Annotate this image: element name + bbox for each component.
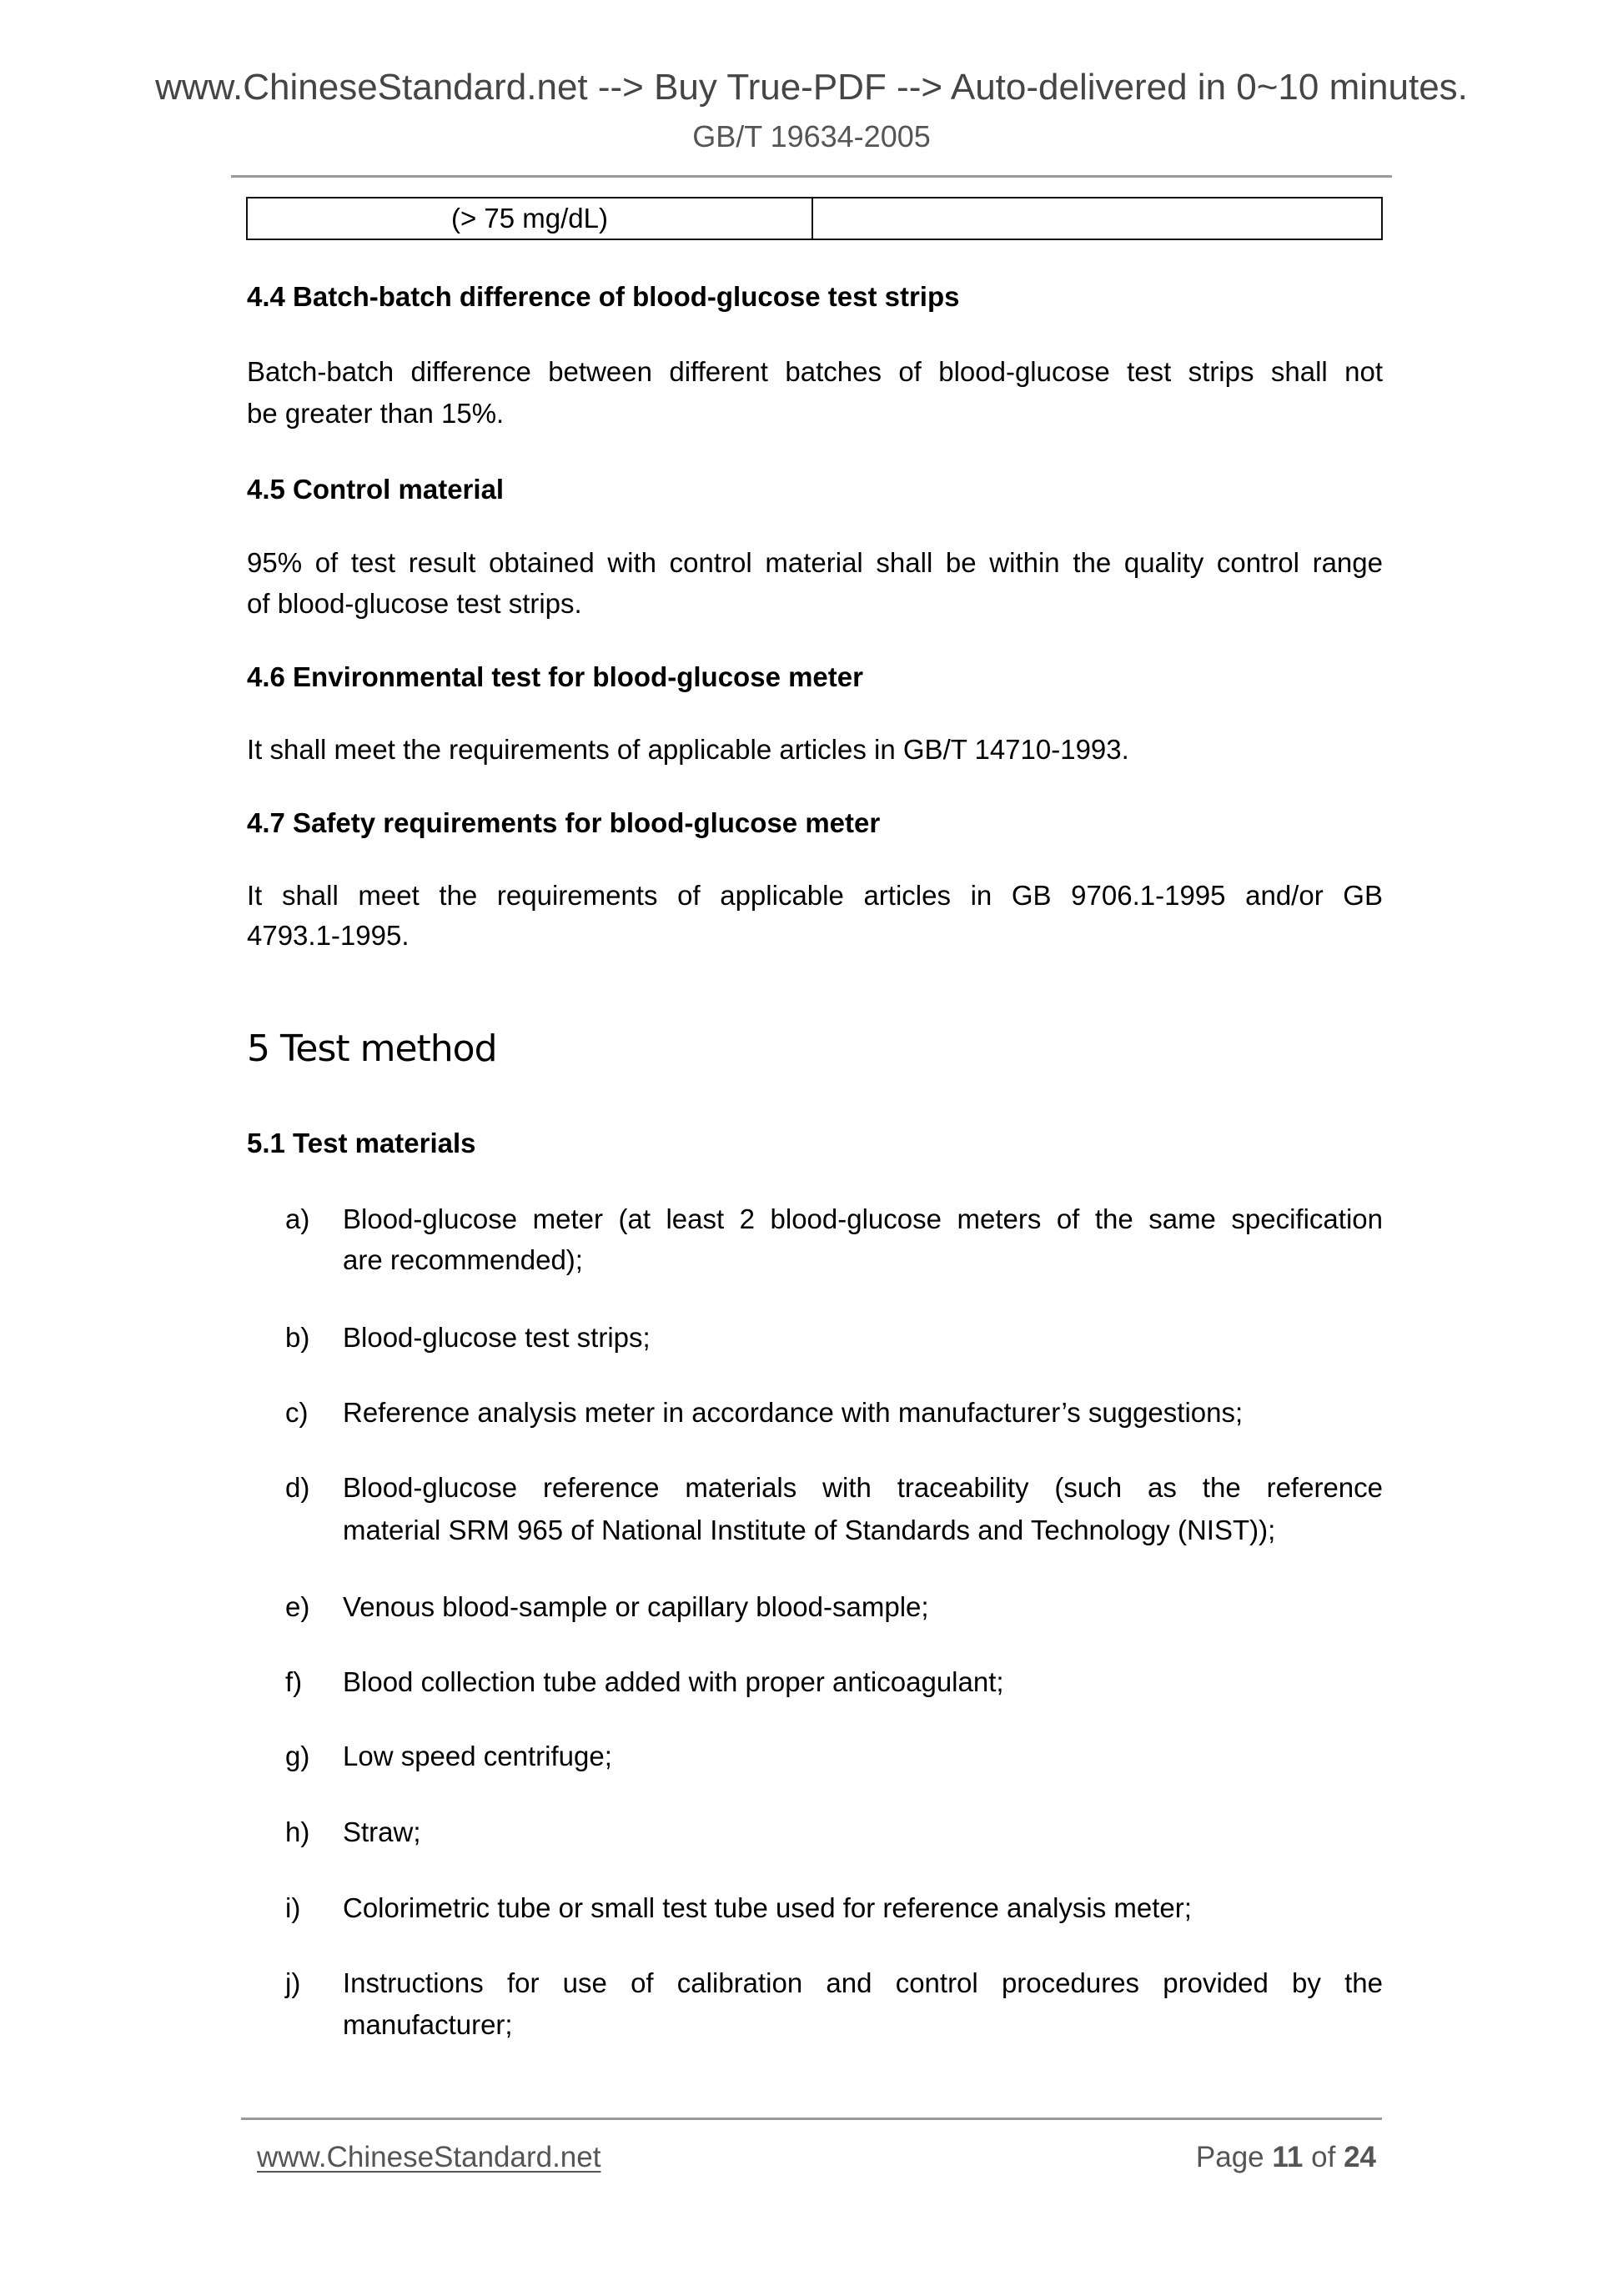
table-fragment [246,197,1383,240]
paragraph-line: It shall meet the requirements of applicable articles in GB/T 14710-1993. [247,733,1129,765]
list-marker: b) [285,1321,310,1353]
page-label: Page [1195,2140,1264,2173]
list-item-line: Colorimetric tube or small test tube used for reference analysis meter; [343,1892,1192,1923]
section-heading-4-7: 4.7 Safety requirements for blood-glucose meter [247,806,881,838]
page-current: 11 [1272,2140,1304,2173]
list-item-line: Venous blood-sample or capillary blood-sample; [343,1590,929,1622]
paragraph-line: be greater than 15%. [247,397,505,429]
list-item-line: Blood-glucose meter (at least 2 blood-glucose meters of the same specification [343,1203,1383,1234]
section-heading-5-1: 5.1 Test materials [247,1127,476,1158]
chapter-heading-5: 5 Test method [247,1027,497,1070]
list-marker: g) [285,1740,310,1771]
header-banner: www.ChineseStandard.net --> Buy True-PDF --> Auto-delivered in 0~10 minutes. [155,66,1468,108]
list-item-line: Reference analysis meter in accordance with manufacturer’s suggestions; [343,1396,1244,1428]
list-item-line: Instructions for use of calibration and control procedures provided by the [343,1967,1383,1998]
list-item-line: Straw; [343,1816,421,1847]
paragraph-line: 4793.1-1995. [247,919,410,951]
list-marker: a) [285,1203,310,1234]
document-id: GB/T 19634-2005 [692,118,931,153]
list-marker: i) [285,1892,301,1923]
page-of-label: of [1311,2140,1336,2173]
list-marker: h) [285,1816,310,1847]
header-divider [231,175,1392,178]
list-item-line: Blood collection tube added with proper anticoagulant; [343,1665,1004,1697]
footer-divider [241,2118,1382,2120]
list-marker: f) [285,1665,303,1697]
list-item-line: Low speed centrifuge; [343,1740,612,1771]
list-marker: c) [285,1396,309,1428]
table-cell [813,198,1381,239]
paragraph-line: Batch-batch difference between different batches of blood-glucose test strips shall not [247,355,1383,387]
list-marker: j) [285,1967,301,1998]
paragraph-line: It shall meet the requirements of applicable articles in GB 9706.1-1995 and/or GB [247,879,1383,911]
footer-website-link[interactable]: www.ChineseStandard.net [257,2140,601,2173]
section-heading-4-6: 4.6 Environmental test for blood-glucose meter [247,661,863,692]
list-item-line: are recommended); [343,1243,583,1275]
list-item-line: Blood-glucose reference materials with traceability (such as the reference [343,1471,1383,1503]
list-marker: d) [285,1471,310,1503]
table-cell: (> 75 mg/dL) [248,198,813,239]
page-total: 24 [1344,2140,1376,2173]
paragraph-line: 95% of test result obtained with control material shall be within the quality control range [247,546,1383,578]
section-heading-4-5: 4.5 Control material [247,473,505,505]
list-item-line: material SRM 965 of National Institute of Standards and Technology (NIST)); [343,1514,1276,1545]
list-item-line: Blood-glucose test strips; [343,1321,651,1353]
section-heading-4-4: 4.4 Batch-batch difference of blood-glucose test strips [247,280,960,312]
paragraph-line: of blood-glucose test strips. [247,587,582,619]
list-item-line: manufacturer; [343,2008,513,2040]
list-marker: e) [285,1590,310,1622]
page-indicator [1196,2141,1376,2174]
